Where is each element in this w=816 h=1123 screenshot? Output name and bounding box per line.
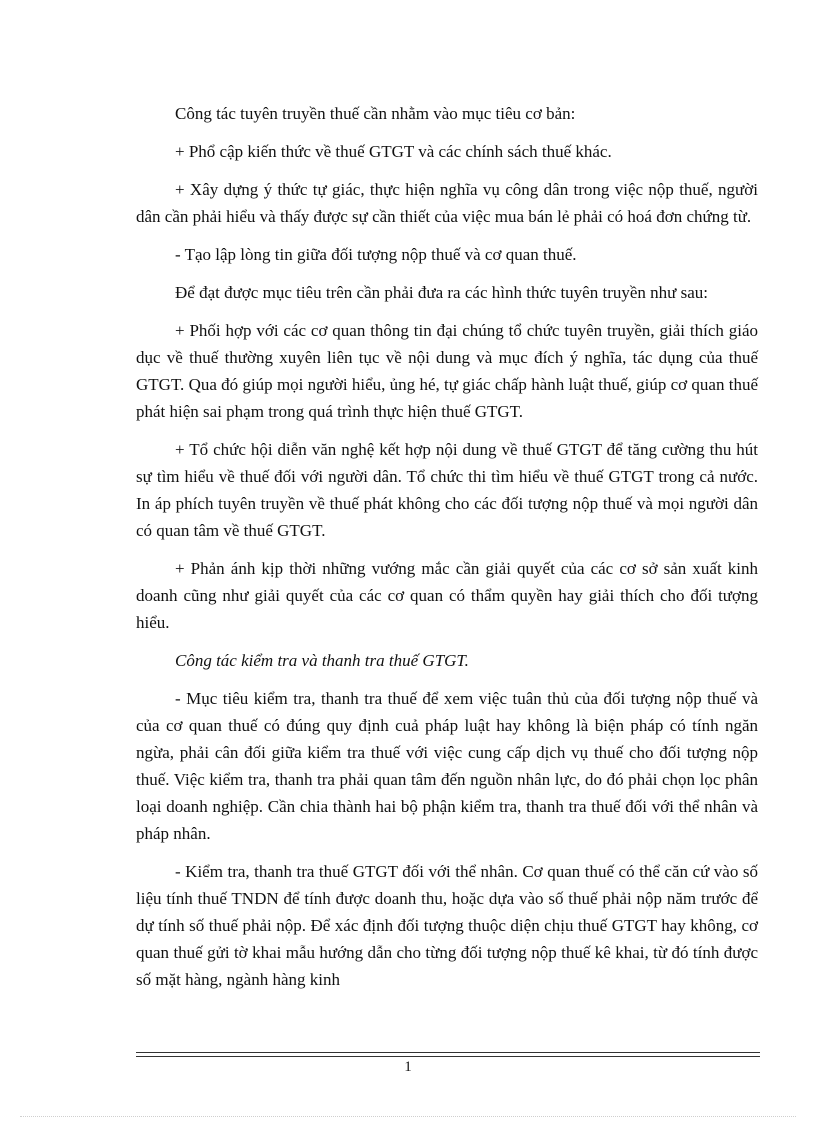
paragraph: Để đạt được mục tiêu trên cần phải đưa ra các hình thức tuyên truyền như sau:	[175, 283, 708, 302]
paragraph: + Tổ chức hội diễn văn nghệ kết hợp nội dung về thuế GTGT để tăng cường thu hút sự tìm hiểu về thuế đối với người dân. Tổ chức thi tìm hiểu về thuế GTGT trong cả nước. In áp phích tuyên truyền về thuế phát không cho các đối tượng nộp thuế và mọi người dân có quan tâm về thuế GTGT.	[136, 440, 758, 540]
paragraph: - Tạo lập lòng tin giữa đối tượng nộp thuế và cơ quan thuế.	[175, 245, 577, 264]
paragraph: Công tác tuyên truyền thuế cần nhằm vào mục tiêu cơ bản:	[175, 104, 576, 123]
page-bottom-divider	[20, 1116, 796, 1117]
page-number: 1	[404, 1059, 412, 1075]
document-body	[136, 100, 758, 1004]
paragraph: - Mục tiêu kiểm tra, thanh tra thuế để xem việc tuân thủ của đối tượng nộp thuế và của cơ quan thuế có đúng quy định cuả pháp luật hay không là biện pháp có tính ngăn ngừa, phải cân đối giữa kiểm tra thuế với việc cung cấp dịch vụ thuế cho đối tượng nộp thuế. Việc kiểm tra, thanh tra phải quan tâm đến nguồn nhân lực, do đó phải chọn lọc phân loại doanh nghiệp. Cần chia thành hai bộ phận kiểm tra, thanh tra thuế đối với thể nhân và pháp nhân.	[136, 689, 758, 843]
footer-double-rule	[136, 1052, 760, 1057]
paragraph: + Phối hợp với các cơ quan thông tin đại chúng tổ chức tuyên truyền, giải thích giáo dục về thuế thường xuyên liên tục về nội dung và mục đích ý nghĩa, tác dụng của thuế GTGT. Qua đó giúp mọi người hiểu, ủng hé, tự giác chấp hành luật thuế, giúp cơ quan thuế phát hiện sai phạm trong quá trình thực hiện thuế GTGT.	[136, 321, 758, 421]
section-heading: Công tác kiểm tra và thanh tra thuế GTGT.	[175, 651, 469, 670]
paragraph: + Xây dựng ý thức tự giác, thực hiện nghĩa vụ công dân trong việc nộp thuế, người dân cần phải hiểu và thấy được sự cần thiết của việc mua bán lẻ phải có hoá đơn chứng từ.	[136, 180, 758, 226]
paragraph: + Phản ánh kịp thời những vướng mắc cần giải quyết của các cơ sở sản xuất kinh doanh cũng như giải quyết của các cơ quan có thẩm quyền hay giải thích cho đối tượng hiểu.	[136, 559, 758, 632]
paragraph: - Kiểm tra, thanh tra thuế GTGT đối với thể nhân. Cơ quan thuế có thể căn cứ vào số liệu tính thuế TNDN để tính được doanh thu, hoặc dựa vào số thuế phải nộp năm trước để dự tính số thuế phải nộp. Để xác định đối tượng thuộc diện chịu thuế GTGT hay không, cơ quan thuế gửi tờ khai mẫu hướng dẫn cho từng đối tượng nộp thuế kê khai, từ đó tính được số mặt hàng, ngành hàng kinh	[136, 862, 758, 989]
paragraph: + Phổ cập kiến thức về thuế GTGT và các chính sách thuế khác.	[175, 142, 612, 161]
